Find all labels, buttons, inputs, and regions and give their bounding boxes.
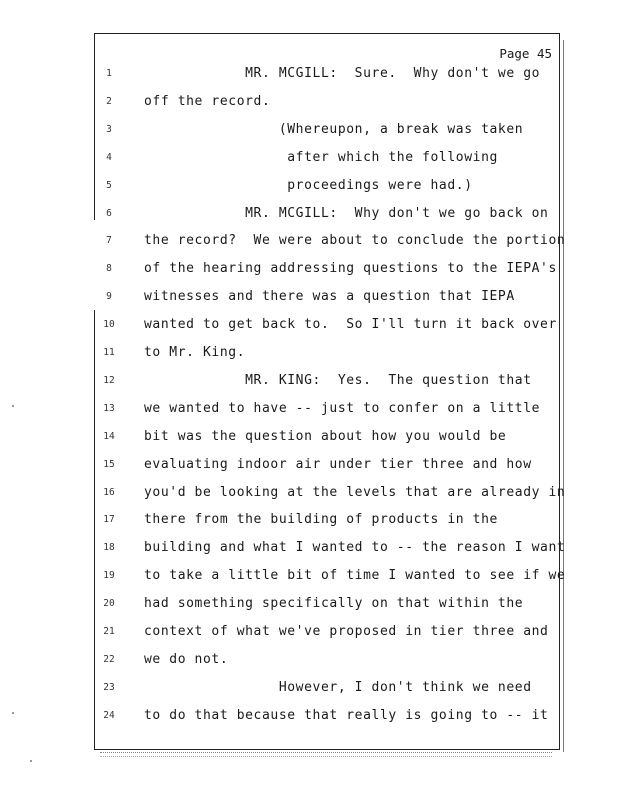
transcript-line: context of what we've proposed in tier three and bbox=[144, 624, 549, 639]
line-number: 13 bbox=[103, 403, 115, 414]
transcript-line: to take a little bit of time I wanted to see if we bbox=[144, 568, 566, 583]
line-number: 23 bbox=[103, 682, 115, 693]
line-number: 8 bbox=[106, 263, 112, 274]
line-number: 4 bbox=[106, 152, 112, 163]
line-number: 19 bbox=[103, 570, 115, 581]
line-number: 16 bbox=[103, 487, 115, 498]
line-number: 6 bbox=[106, 208, 112, 219]
line-number: 21 bbox=[103, 626, 115, 637]
line-number: 11 bbox=[103, 347, 115, 358]
line-number: 10 bbox=[103, 319, 115, 330]
transcript-line: there from the building of products in the bbox=[144, 512, 498, 527]
line-number: 3 bbox=[106, 124, 112, 135]
transcript-line: you'd be looking at the levels that are already in bbox=[144, 485, 566, 500]
scan-speck bbox=[12, 405, 14, 407]
line-number: 14 bbox=[103, 431, 115, 442]
line-number: 20 bbox=[103, 598, 115, 609]
transcript-line: to do that because that really is going to -- it bbox=[144, 708, 549, 723]
line-number: 18 bbox=[103, 542, 115, 553]
transcript-line: to Mr. King. bbox=[144, 345, 246, 360]
line-number: 5 bbox=[106, 180, 112, 191]
transcript-page-frame bbox=[94, 33, 560, 750]
transcript-line: building and what I wanted to -- the reason I want bbox=[144, 540, 566, 555]
page-number: Page 45 bbox=[499, 46, 552, 61]
frame-gap bbox=[93, 220, 97, 310]
line-number: 7 bbox=[106, 235, 112, 246]
transcript-line: MR. MCGILL: Sure. Why don't we go bbox=[144, 66, 541, 81]
transcript-line: (Whereupon, a break was taken bbox=[144, 122, 524, 137]
footer-scan-line bbox=[100, 752, 552, 757]
scan-speck bbox=[12, 712, 14, 714]
transcript-line: proceedings were had.) bbox=[144, 178, 473, 193]
transcript-line: wanted to get back to. So I'll turn it back over bbox=[144, 317, 557, 332]
line-number: 1 bbox=[106, 68, 112, 79]
transcript-line: off the record. bbox=[144, 94, 271, 109]
line-number: 17 bbox=[103, 514, 115, 525]
scan-speck bbox=[30, 760, 32, 762]
line-number: 15 bbox=[103, 459, 115, 470]
transcript-line: evaluating indoor air under tier three and how bbox=[144, 457, 532, 472]
line-number: 2 bbox=[106, 96, 112, 107]
transcript-line: we wanted to have -- just to confer on a little bbox=[144, 401, 541, 416]
line-number: 24 bbox=[103, 710, 115, 721]
transcript-line: the record? We were about to conclude the portion bbox=[144, 233, 566, 248]
page-edge-shadow bbox=[563, 40, 564, 752]
line-number: 9 bbox=[106, 291, 112, 302]
line-number: 22 bbox=[103, 654, 115, 665]
transcript-line: MR. MCGILL: Why don't we go back on bbox=[144, 206, 549, 221]
transcript-line: MR. KING: Yes. The question that bbox=[144, 373, 532, 388]
transcript-line: we do not. bbox=[144, 652, 229, 667]
transcript-line: of the hearing addressing questions to the IEPA's bbox=[144, 261, 557, 276]
transcript-line: witnesses and there was a question that IEPA bbox=[144, 289, 515, 304]
transcript-line: had something specifically on that within the bbox=[144, 596, 524, 611]
transcript-line: after which the following bbox=[144, 150, 498, 165]
line-number: 12 bbox=[103, 375, 115, 386]
transcript-line: However, I don't think we need bbox=[144, 680, 532, 695]
transcript-line: bit was the question about how you would be bbox=[144, 429, 507, 444]
